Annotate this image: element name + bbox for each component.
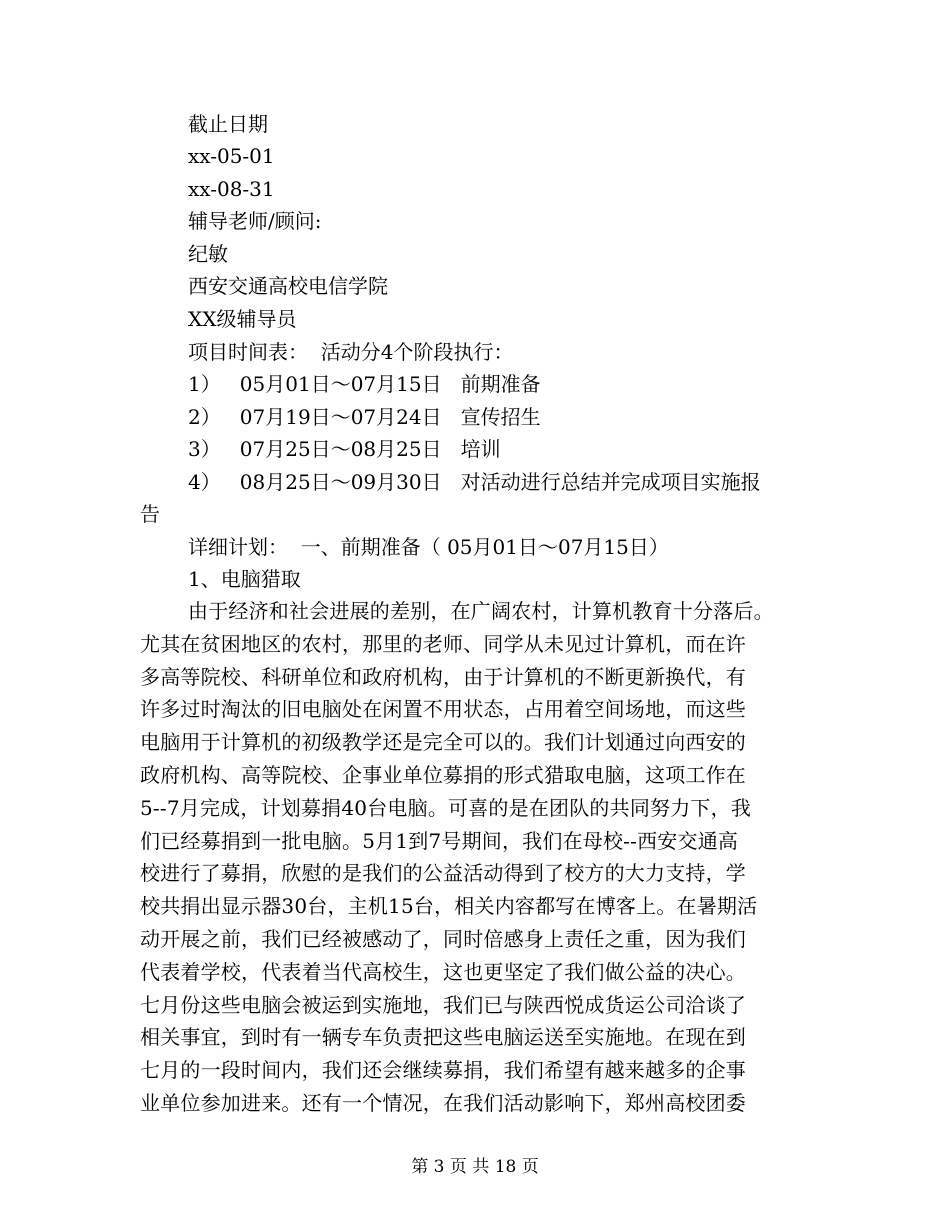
paragraph-line: 由于经济和社会进展的差别，在广阔农村，计算机教育十分落后。 — [188, 599, 774, 623]
end-date: xx-08-31 — [188, 177, 275, 201]
paragraph-line: 政府机构、高等院校、企事业单位募捐的形式猎取电脑，这项工作在 — [140, 762, 746, 787]
advisor-name: 纪敏 — [188, 242, 228, 266]
advisor-label: 辅导老师/顾问: — [188, 209, 322, 233]
paragraph-line: 动开展之前，我们已经被感动了，同时倍感身上责任之重，因为我们 — [140, 926, 746, 951]
advisor-title: XX级辅导员 — [188, 307, 297, 331]
schedule-item-4: 4） 08月25日～09月30日 对活动进行总结并完成项目实施报 — [188, 470, 761, 494]
paragraph-line: 们已经募捐到一批电脑。5月1到7号期间，我们在母校--西安交通高 — [140, 828, 739, 853]
paragraph-line: 七月份这些电脑会被运到实施地，我们已与陕西悦成货运公司洽谈了 — [140, 992, 746, 1017]
paragraph-line: 七月的一段时间内，我们还会继续募捐，我们希望有越来越多的企事 — [140, 1058, 746, 1083]
paragraph-line: 尤其在贫困地区的农村，那里的老师、同学从未见过计算机，而在许 — [140, 631, 746, 656]
start-date: xx-05-01 — [188, 144, 275, 168]
schedule-item-3: 3） 07月25日～08月25日 培训 — [188, 437, 501, 461]
paragraph-line: 5--7月完成，计划募捐40台电脑。可喜的是在团队的共同努力下，我 — [140, 795, 752, 820]
advisor-school: 西安交通高校电信学院 — [188, 274, 388, 298]
schedule-heading: 项目时间表： 活动分4个阶段执行： — [188, 340, 514, 364]
paragraph-line: 许多过时淘汰的旧电脑处在闲置不用状态，占用着空间场地，而这些 — [140, 697, 746, 722]
paragraph-line: 多高等院校、科研单位和政府机构，由于计算机的不断更新换代，有 — [140, 664, 746, 689]
detail-plan-heading: 详细计划： 一、前期准备（ 05月01日～07月15日） — [188, 535, 669, 559]
paragraph-line: 电脑用于计算机的初级教学还是完全可以的。我们计划通过向西安的 — [140, 730, 746, 755]
schedule-item-2: 2） 07月19日～07月24日 宣传招生 — [188, 405, 541, 429]
schedule-item-4-wrap: 告 — [140, 502, 160, 526]
paragraph-line: 相关事宜，到时有一辆专车负责把这些电脑运送至实施地。在现在到 — [140, 1025, 746, 1050]
body-paragraph — [140, 595, 820, 1120]
paragraph-line: 校进行了募捐，欣慰的是我们的公益活动得到了校方的大力支持，学 — [140, 861, 746, 886]
paragraph-line: 代表着学校，代表着当代高校生，这也更坚定了我们做公益的决心。 — [140, 959, 746, 984]
page-number: 第 3 页 共 18 页 — [411, 1157, 539, 1177]
paragraph-line: 业单位参加进来。还有一个情况，在我们活动影响下，郑州高校团委 — [140, 1090, 746, 1115]
deadline-label: 截止日期 — [188, 112, 268, 136]
paragraph-line: 校共捐出显示器30台，主机15台，相关内容都写在博客上。在暑期活 — [140, 894, 758, 919]
section-heading: 1、电脑猎取 — [188, 567, 301, 591]
schedule-item-1: 1） 05月01日～07月15日 前期准备 — [188, 372, 541, 396]
